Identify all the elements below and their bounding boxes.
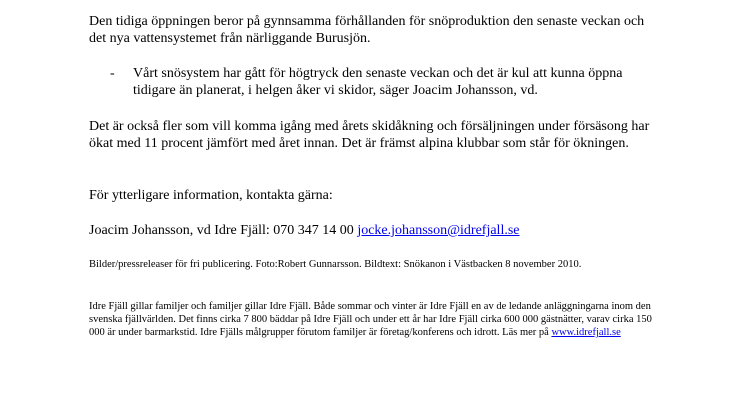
contact-email-link[interactable]: jocke.johansson@idrefjall.se [357,223,520,238]
opening-paragraph: Den tidiga öppningen beror på gynnsamma förhållanden för snöproduktion den senaste veckan och det nya vattensystemet från närliggande Burusjön. [89,14,645,46]
contact-name-phone: Joacim Johansson, vd Idre Fjäll: 070 347 14 00 [89,223,358,238]
website-link[interactable]: www.idrefjall.se [551,327,621,338]
quote-dash: - [110,66,115,81]
contact-line [89,222,659,239]
about-paragraph [89,300,659,339]
sales-paragraph: Det är också fler som vill komma igång med årets skidåkning och försäljningen under försäsong har ökat med 11 procent jämfört med året innan. Det är främst alpina klubbar som står för ökningen. [89,119,650,151]
about-text: Idre Fjäll gillar familjer och familjer gillar Idre Fjäll. Både sommar och vinter är Idre Fjäll en av de ledande anläggningarna inom den svenska fjällvärlden. Det finns cirka 7 800 bäddar på Idre Fjäll och under ett år har Idre Fjäll cirka 600 000 gästnätter, varav cirka 150 000 är under barmarkstid. Idre Fjälls målgrupper förutom familjer är företag/konferens och idrott. Läs mer på [89,301,652,338]
quote-text: Vårt snösystem har gått för högtryck den senaste veckan och det är kul att kunna öppna tidigare än planerat, i helgen åker vi skidor, säger Joacim Johansson, vd. [133,66,623,98]
contact-intro: För ytterligare information, kontakta gärna: [89,188,333,203]
photo-caption: Bilder/pressreleaser för fri publicering. Foto:Robert Gunnarsson. Bildtext: Snökanon i Västbacken 8 november 2010. [89,259,582,270]
